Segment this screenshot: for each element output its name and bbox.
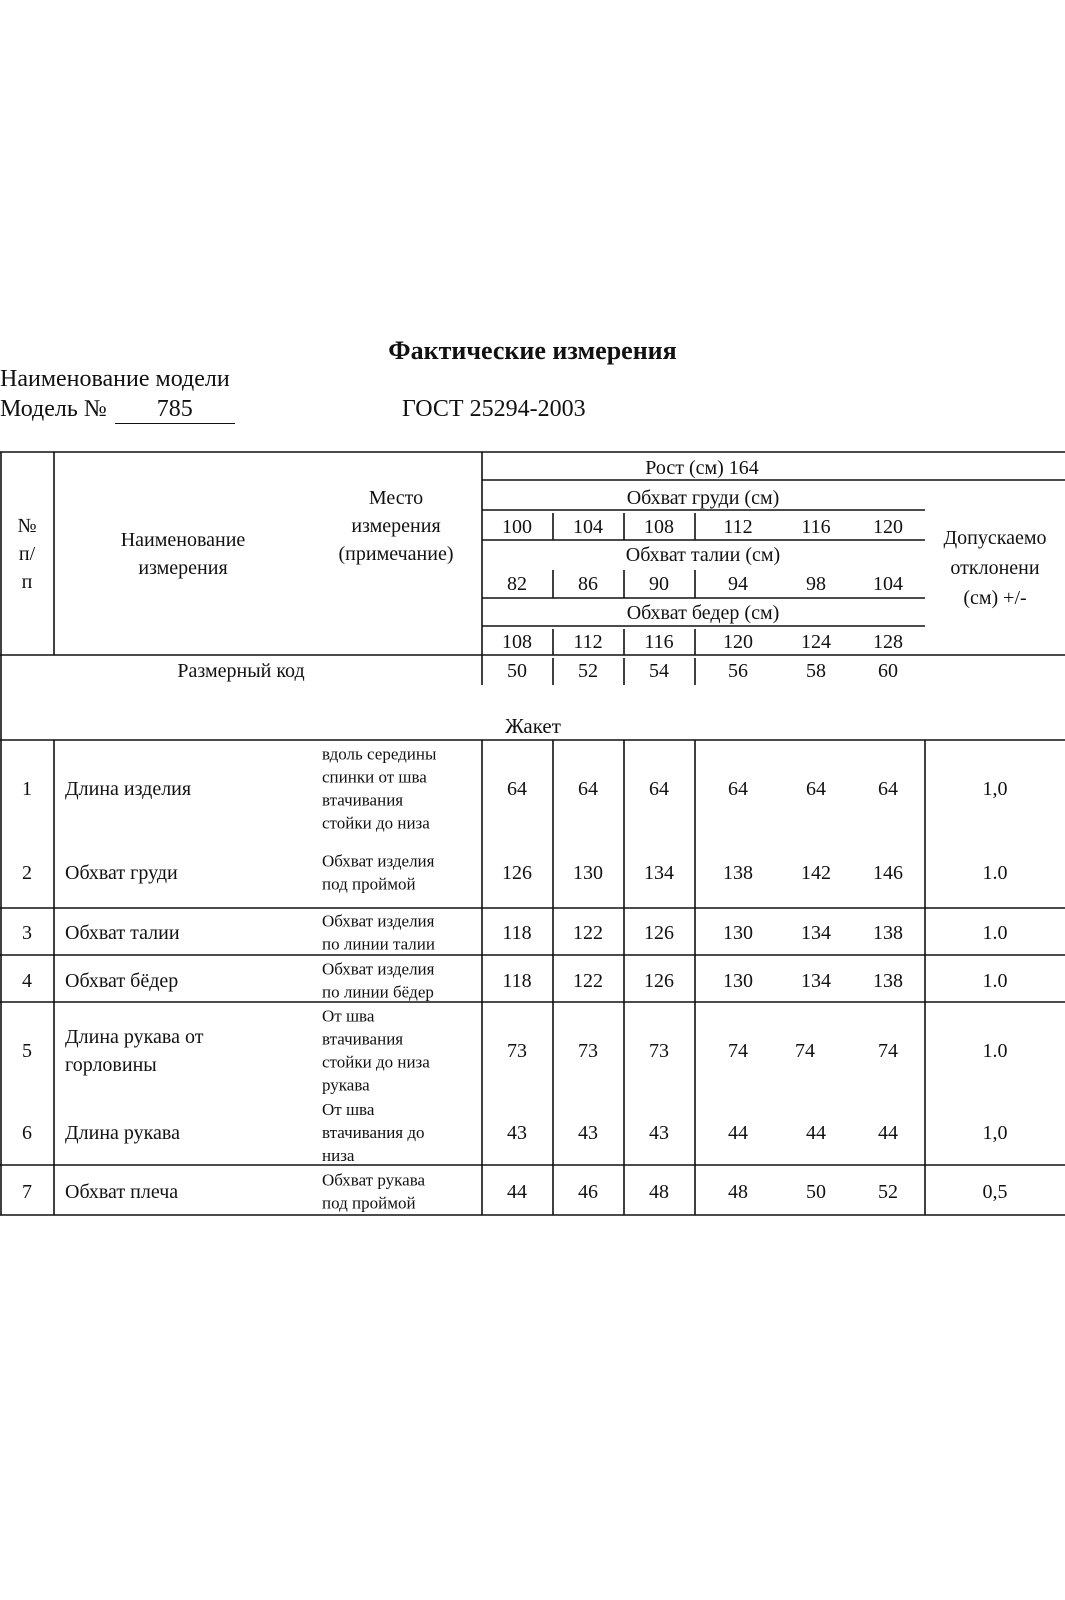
row-size-value: 43 (578, 1122, 598, 1144)
row-size-value: 44 (728, 1122, 748, 1144)
row-size-value: 134 (801, 970, 831, 992)
row-size-value: 44 (507, 1181, 527, 1203)
header-num-line: № (17, 515, 37, 537)
size-code-value: 52 (578, 660, 598, 682)
header-tolerance-line: отклонени (950, 557, 1040, 579)
hip-value: 116 (644, 631, 674, 653)
table-row (22, 912, 1008, 954)
row-size-value: 130 (573, 862, 603, 884)
waist-value: 86 (578, 573, 598, 595)
header-name-line: Наименование (120, 529, 246, 551)
row-size-value: 126 (502, 862, 532, 884)
row-size-value: 142 (801, 862, 831, 884)
row-measure-place: Обхват изделия (322, 851, 435, 871)
row-size-value: 134 (801, 922, 831, 944)
header-name-col (121, 529, 246, 579)
row-size-value: 146 (873, 862, 903, 884)
header-growth: Рост (см) 164 (645, 457, 759, 479)
row-number: 6 (22, 1122, 32, 1144)
header-place-line: (примечание) (338, 543, 454, 565)
header-tolerance-line: (см) +/- (963, 587, 1027, 609)
row-measure-name: Обхват бёдер (65, 970, 179, 992)
table-row (22, 1100, 1008, 1165)
size-code-value: 58 (806, 660, 826, 682)
row-size-value: 44 (806, 1122, 826, 1144)
row-number: 1 (22, 778, 32, 800)
chest-value: 112 (723, 516, 753, 538)
row-measure-place: втачивания до (322, 1123, 425, 1142)
row-measure-place: втачивания (322, 1029, 404, 1049)
row-size-value: 64 (878, 778, 898, 800)
row-size-value: 122 (573, 970, 603, 992)
row-tolerance: 1.0 (982, 1040, 1008, 1062)
row-size-value: 64 (507, 778, 527, 800)
row-measure-place: Обхват рукава (322, 1170, 426, 1190)
row-size-value: 122 (573, 922, 603, 944)
row-measure-name: Длина рукава от (65, 1026, 204, 1048)
table-row (22, 1007, 1008, 1095)
waist-value: 94 (728, 573, 748, 595)
row-size-value: 74 (878, 1040, 898, 1062)
row-measure-name: Обхват плеча (65, 1181, 179, 1203)
row-size-value: 74 (795, 1040, 815, 1062)
row-measure-place: по линии талии (322, 934, 435, 954)
row-measure-place: стойки до низа (322, 813, 430, 833)
row-size-value: 118 (502, 970, 532, 992)
row-measure-place: От шва (322, 1006, 375, 1026)
row-number: 5 (22, 1040, 32, 1062)
row-measure-place: низа (322, 1146, 355, 1165)
row-size-value: 73 (507, 1040, 527, 1062)
row-measure-place: Обхват изделия (322, 911, 435, 931)
chest-value: 108 (644, 516, 674, 538)
row-measure-name: Обхват груди (65, 862, 178, 884)
table-row (22, 745, 1008, 833)
row-size-value: 138 (873, 922, 903, 944)
row-size-value: 64 (806, 778, 826, 800)
row-size-value: 52 (878, 1181, 898, 1203)
row-size-value: 130 (723, 970, 753, 992)
table-row (22, 852, 1008, 894)
row-size-value: 43 (507, 1122, 527, 1144)
row-measure-place: От шва (322, 1100, 375, 1119)
row-number: 4 (22, 970, 32, 992)
row-size-value: 74 (728, 1040, 748, 1062)
row-size-value: 73 (578, 1040, 598, 1062)
row-size-value: 48 (728, 1181, 748, 1203)
header-waist-label: Обхват талии (см) (625, 544, 781, 566)
row-size-value: 126 (644, 970, 674, 992)
row-size-value: 138 (723, 862, 753, 884)
header-place-line: измерения (351, 515, 441, 537)
row-size-value: 64 (578, 778, 598, 800)
table-body (22, 745, 1008, 1213)
row-size-value: 118 (502, 922, 532, 944)
row-measure-name: Длина изделия (65, 778, 192, 800)
row-size-value: 134 (644, 862, 674, 884)
model-name-label: Наименование модели (0, 366, 230, 392)
row-measure-place: спинки от шва (322, 767, 427, 787)
hip-value: 120 (723, 631, 753, 653)
row-measure-place: рукава (322, 1075, 370, 1095)
table-row (22, 1171, 1008, 1213)
chest-values-row (502, 516, 903, 538)
header-chest-label: Обхват груди (см) (626, 487, 780, 509)
row-measure-place: под проймой (322, 874, 416, 894)
chest-value: 100 (502, 516, 532, 538)
row-measure-place: по линии бёдер (322, 982, 434, 1002)
chest-value: 120 (873, 516, 903, 538)
header-num-line: п/ (18, 543, 36, 565)
hip-values-row (502, 631, 903, 653)
hip-value: 128 (873, 631, 903, 653)
row-size-value: 44 (878, 1122, 898, 1144)
chest-value: 116 (801, 516, 831, 538)
header-place-col (339, 487, 454, 565)
row-size-value: 126 (644, 922, 674, 944)
row-measure-name: горловины (65, 1054, 157, 1076)
row-tolerance: 1,0 (982, 1122, 1008, 1144)
waist-value: 104 (873, 573, 903, 595)
row-tolerance: 0,5 (982, 1181, 1008, 1203)
row-size-value: 64 (728, 778, 748, 800)
size-code-value: 56 (728, 660, 748, 682)
row-measure-place: Обхват изделия (322, 959, 435, 979)
waist-values-row (507, 573, 903, 595)
header-tolerance-col (943, 527, 1046, 609)
size-code-value: 54 (649, 660, 669, 682)
row-measure-place: втачивания (322, 790, 404, 810)
header-hip-label: Обхват бедер (см) (626, 602, 780, 624)
page-title: Фактические измерения (388, 336, 677, 365)
row-size-value: 130 (723, 922, 753, 944)
row-number: 2 (22, 862, 32, 884)
row-size-value: 64 (649, 778, 669, 800)
row-tolerance: 1.0 (982, 922, 1008, 944)
header-place-line: Место (368, 487, 424, 509)
table-row (22, 960, 1008, 1002)
size-code-label: Размерный код (177, 660, 305, 682)
row-tolerance: 1,0 (982, 778, 1008, 800)
row-measure-name: Длина рукава (65, 1122, 180, 1144)
row-number: 3 (22, 922, 32, 944)
row-tolerance: 1.0 (982, 970, 1008, 992)
size-codes-row (507, 660, 898, 682)
row-measure-place: вдоль середины (322, 744, 437, 764)
model-number-value: 785 (115, 396, 235, 424)
row-size-value: 73 (649, 1040, 669, 1062)
row-size-value: 50 (806, 1181, 826, 1203)
hip-value: 112 (573, 631, 603, 653)
waist-value: 82 (507, 573, 527, 595)
row-measure-name: Обхват талии (65, 922, 180, 944)
standard-label: ГОСТ 25294-2003 (402, 396, 586, 422)
header-name-line: измерения (138, 557, 228, 579)
chest-value: 104 (573, 516, 603, 538)
header-tolerance-line: Допускаемо (943, 527, 1047, 549)
hip-value: 124 (801, 631, 831, 653)
waist-value: 98 (806, 573, 826, 595)
row-measure-place: стойки до низа (322, 1052, 430, 1072)
model-number-label: Модель № (0, 396, 107, 422)
row-size-value: 43 (649, 1122, 669, 1144)
row-tolerance: 1.0 (982, 862, 1008, 884)
header-num-line: п (21, 571, 33, 593)
header-num-col (17, 515, 36, 593)
section-title: Жакет (505, 714, 561, 738)
row-number: 7 (22, 1181, 32, 1203)
row-size-value: 46 (578, 1181, 598, 1203)
size-code-value: 60 (878, 660, 898, 682)
waist-value: 90 (649, 573, 669, 595)
size-code-value: 50 (507, 660, 527, 682)
row-size-value: 48 (649, 1181, 669, 1203)
row-measure-place: под проймой (322, 1193, 416, 1213)
row-size-value: 138 (873, 970, 903, 992)
hip-value: 108 (502, 631, 532, 653)
